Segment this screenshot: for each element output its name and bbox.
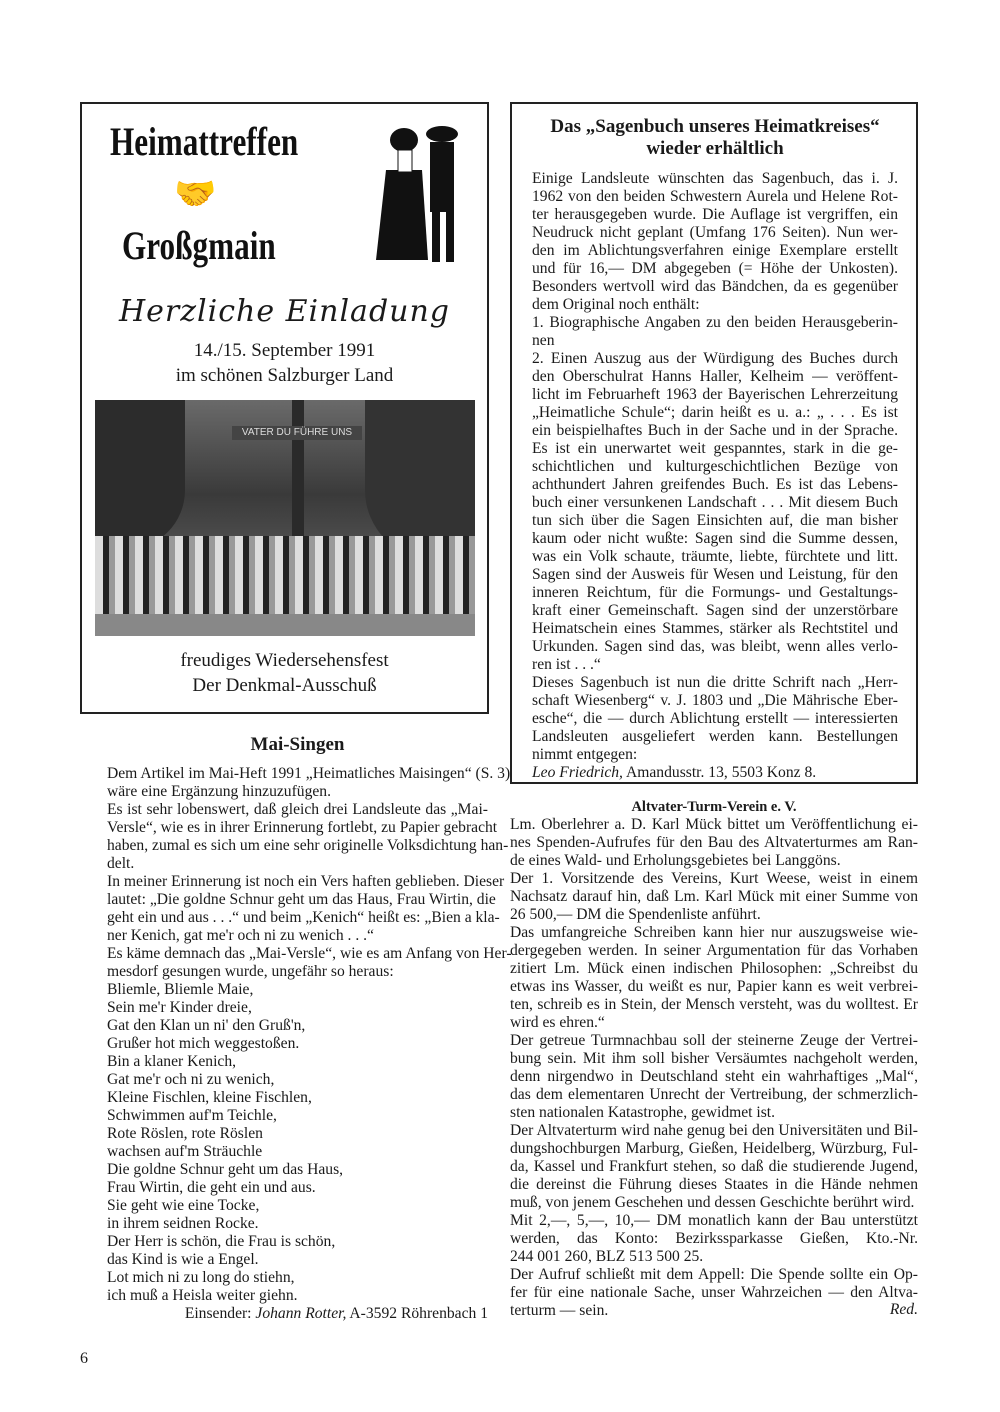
text-line: zitiert Lm. Mück einen indischen Philosophen: „Schreibst du [510, 960, 918, 977]
verse-line: Der Herr is schön, die Frau is schön, [107, 1233, 336, 1250]
sagenbuch-article [532, 116, 898, 782]
text-line: geht ein und aus . . .“ und beim „Kenich“ heißt es: „Bien a kla- [107, 909, 500, 926]
text-line: nes Spenden-Aufrufes für den Bau des Altvaterturmes am Ran- [510, 834, 918, 851]
maisingen-sender [107, 1305, 488, 1323]
text-line: inneren Reichtum, für die Formungs- und Gestaltungs- [532, 584, 898, 601]
verse-line: Sie geht wie eine Tocke, [107, 1197, 260, 1214]
costumed-couple-icon [376, 120, 468, 270]
text-line: schaft Wiesenberg“ v. J. 1803 und „Die Mährische Eber- [532, 692, 898, 709]
sagenbuch-body [532, 170, 898, 764]
verse-line: Rote Röslen, rote Röslen [107, 1125, 263, 1142]
text-line: dem Original noch enthält: [532, 296, 700, 313]
text-line: dungshochburgen Marburg, Gießen, Heidelberg, Würzburg, Ful- [510, 1140, 918, 1157]
text-line: Es käme demnach das „Mai-Versle“, wie es am Anfang von Her- [107, 945, 512, 962]
text-line: und für 16,— DM abgegeben (= Höhe der Unkosten). [532, 260, 898, 277]
text-line: achthundert Jahren greifendes Buch. Es ist das Lebens- [532, 476, 898, 493]
sagenbuch-contact [532, 764, 898, 782]
text-line: de eines Wald- und Erholungsgebietes bei Langgöns. [510, 852, 841, 869]
photo-crowd [95, 536, 475, 616]
maisingen-heading: Mai-Singen [250, 734, 345, 755]
text-line: lautet: „Die goldne Schnur geht um das Haus, Frau Wirtin, die [107, 891, 496, 908]
text-line: was ein Volk schaute, träumte, liebte, fürchtete und litt. [532, 548, 898, 565]
text-line: Dem Artikel im Mai-Heft 1991 „Heimatliches Maisingen“ (S. 3) [107, 765, 511, 782]
memorial-banner: VATER DU FÜHRE UNS [232, 426, 362, 440]
photo-trees-left [95, 400, 185, 550]
text-line: 1962 von den beiden Schwestern Aurela und Helene Rot- [532, 188, 898, 205]
sagenbuch-heading-2: wieder erhältlich [646, 138, 784, 159]
text-line: Sagen sind der Ausweis für Wesen und Leistung, für den [532, 566, 898, 583]
altvater-body [510, 816, 918, 1320]
text-line: Das umfangreiche Schreiben kann hier nur auszugsweise wie- [510, 924, 918, 941]
altvater-signature: Red. [889, 1301, 918, 1318]
text-line: „Heimatliche Schule“; darin heißt es u. a.: „ . . . Es ist [532, 404, 898, 421]
text-line: die dereinst die Führung dieses Staates in die Hände nehmen [510, 1176, 918, 1193]
photo-ground [95, 614, 475, 636]
verse-line: Frau Wirtin, die geht ein und aus. [107, 1179, 316, 1196]
text-line: Der getreue Turmnachbau soll der steinerne Zeuge der Vertrei- [510, 1032, 918, 1049]
text-line: etwas ins Wasser, du weißt es nur, Papier kann es weit verbrei- [510, 978, 918, 995]
text-line: Lm. Oberlehrer a. D. Karl Mück bittet um Veröffentlichung ei- [510, 816, 918, 833]
verse-line: Lot mich ni zu long do stiehn, [107, 1269, 295, 1286]
text-line: kraft einer Gemeinschaft. Sagen sind der unzerstörbare [532, 602, 898, 619]
verse-line: das Kind is wie a Engel. [107, 1251, 259, 1268]
text-line: werden, das Konto: Bezirkssparkasse Gießen, Kto.-Nr. [510, 1230, 918, 1247]
invitation-box [80, 102, 489, 714]
text-line: wird es ehren.“ [510, 1014, 605, 1031]
sagenbuch-heading-1: Das „Sagenbuch unseres Heimatkreises“ [550, 116, 880, 137]
text-line: haben, zumal es sich um eine sehr originelle Volksdichtung han- [107, 837, 509, 854]
altvater-article [510, 799, 918, 1320]
text-line: licht im Februarheft 1963 der Bayerischen Lehrerzeitung [532, 386, 898, 403]
text-line: muß, von jenem Geschehen und dessen Geschichte berührt wird. [510, 1194, 915, 1211]
text-line: Dieses Sagenbuch ist nun die dritte Schrift nach „Herr- [532, 674, 898, 691]
verse-line: Die goldne Schnur geht um das Haus, [107, 1161, 344, 1178]
contact-address: Amandusstr. 13, 5503 Konz 8. [626, 764, 817, 781]
text-line: ner Kenich, gat me'r och ni zu wenich . . .“ [107, 927, 374, 944]
text-line: da, Kassel und Frankfurt stehen, so daß die studierende Jugend, [510, 1158, 918, 1175]
text-line: ein beispielhaftes Buch in der Sache und in der Sprache. [532, 422, 898, 439]
text-line: tun sich über die Sagen Einsichten auf, die man bisher [532, 512, 898, 529]
invitation-location: im schönen Salzburger Land [175, 365, 394, 386]
maisingen-article [107, 733, 512, 1323]
text-line: 1. Biographische Angaben zu den beiden Herausgeberin- [532, 314, 898, 331]
verse-line: Sein me'r Kinder dreie, [107, 999, 252, 1016]
verse-line: Gat den Klan un ni' den Gruß'n, [107, 1017, 306, 1034]
text-line: den im Ablichtungsverfahren einige Exemplare erstellt [532, 242, 898, 259]
text-line: Urkunden. Sagen sind das, was bleibt, wenn alles verlo- [532, 638, 898, 655]
text-line: sten nationalen Katastrophe, gewidmet ist. [510, 1104, 776, 1121]
text-line: delt. [107, 855, 135, 872]
sender-address: A-3592 Röhrenbach 1 [349, 1305, 488, 1322]
text-line: bung sein. Mit ihm soll bisher Versäumtes nachgeholt werden, [510, 1050, 918, 1067]
text-line: den Oberschulrat Hanns Haller, Kelheim — veröffent- [532, 368, 898, 385]
text-line: schichtlichen und kulturgeschichtlichen Bezüge von [532, 458, 898, 475]
text-line: Nachsatz darauf hin, daß Lm. Karl Mück mit einer Summe von [510, 888, 918, 905]
text-line: ter herausgegeben wurde. Die Auflage ist vergriffen, ein [532, 206, 898, 223]
verse-line: Schwimmen auf'm Teichle, [107, 1107, 277, 1124]
text-line: mesdorf gesungen wurde, ungefähr so heraus: [107, 963, 394, 980]
text-line: Der 1. Vorsitzende des Vereins, Kurt Weese, weist in einem [510, 870, 918, 887]
maisingen-body [107, 765, 512, 981]
text-line: Heimatschein eines Stammes, stärker als Rechtstitel und [532, 620, 898, 637]
verse-line: Grußer hot mich weggestoßen. [107, 1035, 300, 1052]
text-line: nimmt entgegen: [532, 746, 638, 763]
text-line: Es ist ein unerwartet weit gespanntes, stark in die ge- [532, 440, 898, 457]
text-line: 2. Einen Auszug aus der Würdigung des Buches durch [532, 350, 898, 367]
verse-line: Bin a klaner Kenich, [107, 1053, 237, 1070]
invitation-footer-1: freudiges Wiedersehensfest [180, 650, 389, 671]
text-line: buch einer versunkenen Landschaft . . . Mit diesem Buch [532, 494, 898, 511]
memorial-photo [95, 400, 475, 636]
text-line: wäre eine Ergänzung hinzuzufügen. [107, 783, 331, 800]
verse-line: ich muß a Heisla weiter giehn. [107, 1287, 298, 1304]
invitation-date: 14./15. September 1991 [193, 340, 376, 361]
invitation-greeting: Herzliche Einladung [118, 294, 450, 329]
text-line: ten, schreib es in Stein, der Mensch versteht, was du wolltest. Er [510, 996, 918, 1013]
maisingen-verse [107, 981, 488, 1305]
text-line: Der Altvaterturm wird nahe genug bei den Universitäten und Bil- [510, 1122, 918, 1139]
text-line: Neudruck nicht geplant (Umfang 176 Seiten). Nun wer- [532, 224, 898, 241]
text-line: Der Aufruf schließt mit dem Appell: Die Spende sollte ein Op- [510, 1266, 918, 1283]
invitation-title-grossgmain: Großgmain [122, 223, 276, 268]
invitation-title-heimattreffen: Heimattreffen [110, 119, 299, 164]
text-line: das dem elementaren Unrecht der Vertreibung, der schmerzlich- [510, 1086, 918, 1103]
invitation-footer-2: Der Denkmal-Ausschuß [192, 675, 377, 696]
verse-line: Kleine Fischlen, kleine Fischlen, [107, 1089, 312, 1106]
text-line: Mit 2,—, 5,—, 10,— DM monatlich kann der Bau unterstützt [510, 1212, 918, 1229]
text-line: Einige Landsleute wünschten das Sagenbuch, das i. J. [532, 170, 898, 187]
verse-line: Gat me'r och ni zu wenich, [107, 1071, 275, 1088]
sender-label: Einsender: [184, 1305, 252, 1322]
handshake-icon: 🤝 [174, 176, 217, 213]
text-line: 244 001 260, BLZ 513 500 25. [510, 1248, 704, 1265]
verse-line: Bliemle, Bliemle Maie, [107, 981, 254, 998]
text-line: esche“, die — durch Ablichtung erstellt — interessierten [532, 710, 898, 727]
verse-line: in ihrem seidnen Rocke. [107, 1215, 259, 1232]
altvater-heading: Altvater-Turm-Verein e. V. [631, 799, 797, 815]
text-line: In meiner Erinnerung ist noch ein Vers haften geblieben. Dieser [107, 873, 505, 890]
text-line: fer für eine nationale Sache, unser Wahrzeichen — den Altva- [510, 1284, 918, 1301]
text-line: nen [532, 332, 555, 349]
text-line: 26 500,— DM die Spendenliste anführt. [510, 906, 761, 923]
sender-name: Johann Rotter, [255, 1305, 347, 1322]
sagenbuch-box [510, 102, 918, 784]
text-line: Besonders wertvoll wird das Bändchen, da es gegenüber [532, 278, 898, 295]
verse-line: wachsen auf'm Sträuchle [107, 1143, 263, 1160]
text-line: dergegeben werden. In seiner Argumentation für das Vorhaben [510, 942, 918, 959]
contact-name: Leo Friedrich, [532, 764, 623, 781]
text-line: Es ist sehr lobenswert, daß gleich drei Landsleute das „Mai- [107, 801, 488, 818]
text-line: denn nirgendwo in Deutschland steht ein wahrhaftiges „Mal“, [510, 1068, 918, 1085]
page-number: 6 [80, 1350, 88, 1367]
text-line: Versle“, wie es in ihrer Erinnerung fortlebt, zu Papier gebracht [107, 819, 498, 836]
text-line: Landsleuten ausgeliefert werden kann. Bestellungen [532, 728, 898, 745]
text-line: kaum oder nicht wußte: Sagen sind die Summe dessen, [532, 530, 898, 547]
text-line: terturm — sein. [510, 1302, 609, 1319]
text-line: ren ist . . .“ [532, 656, 601, 673]
